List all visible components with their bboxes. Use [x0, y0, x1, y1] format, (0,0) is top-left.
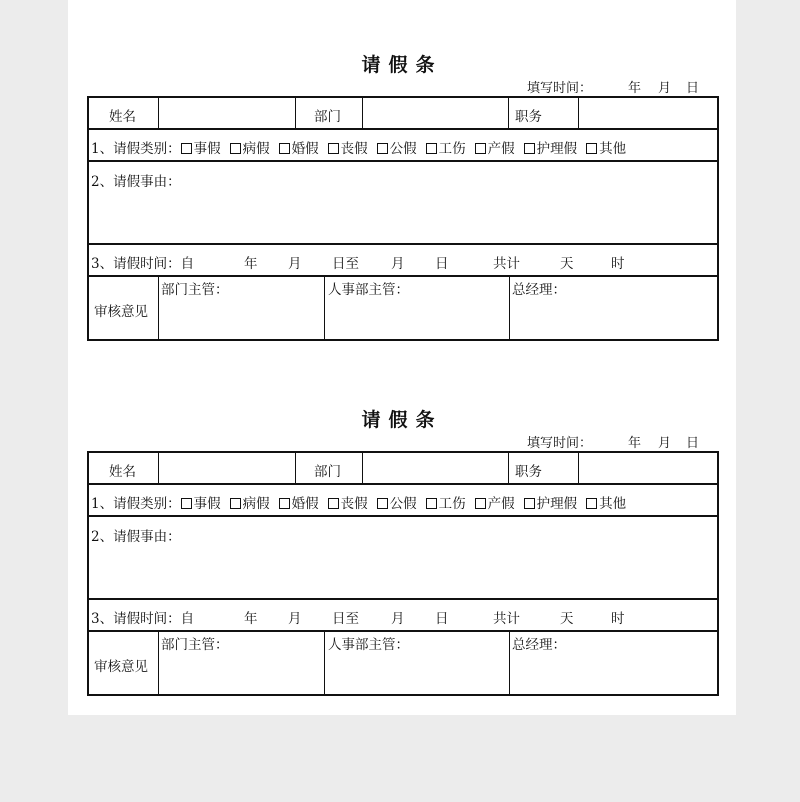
category-row	[91, 492, 635, 512]
leave-form	[68, 0, 736, 345]
divider	[324, 631, 325, 696]
divider	[295, 453, 296, 483]
divider	[295, 98, 296, 128]
category-label: 1、请假类别：	[91, 141, 181, 157]
leave-table	[87, 451, 719, 696]
checkbox-icon[interactable]	[279, 498, 290, 509]
time-day-to: 日至	[332, 256, 359, 272]
category-option-label: 病假	[242, 141, 270, 157]
fill-date-day: 日	[686, 436, 700, 451]
category-checkbox[interactable]	[475, 492, 515, 512]
leave-table	[87, 96, 719, 341]
category-option-label: 丧假	[340, 496, 368, 512]
name-label: 姓名	[109, 109, 136, 125]
category-option-label: 其他	[599, 496, 627, 512]
dept-head-label: 部门主管：	[161, 637, 229, 653]
position-field[interactable]	[580, 453, 717, 483]
checkbox-icon[interactable]	[426, 143, 437, 154]
checkbox-icon[interactable]	[181, 143, 192, 154]
divider	[89, 483, 717, 485]
divider	[89, 598, 717, 600]
category-checkbox[interactable]	[586, 137, 626, 157]
position-label: 职务	[515, 109, 542, 125]
time-total: 共计	[493, 611, 520, 627]
category-checkbox[interactable]	[475, 137, 515, 157]
divider	[362, 98, 363, 128]
time-day-end: 日	[435, 256, 449, 272]
checkbox-icon[interactable]	[586, 498, 597, 509]
category-checkbox[interactable]	[181, 492, 221, 512]
review-label: 审核意见	[94, 659, 148, 675]
checkbox-icon[interactable]	[279, 143, 290, 154]
time-total: 共计	[493, 256, 520, 272]
dept-field[interactable]	[364, 98, 507, 128]
divider	[508, 453, 509, 483]
category-option-label: 其他	[599, 141, 627, 157]
checkbox-icon[interactable]	[181, 498, 192, 509]
time-days: 天	[560, 611, 574, 627]
fill-date-month: 月	[658, 81, 672, 96]
divider	[89, 275, 717, 277]
category-checkbox[interactable]	[377, 137, 417, 157]
time-year: 年	[244, 256, 258, 272]
time-hours: 时	[611, 256, 625, 272]
category-checkbox[interactable]	[377, 492, 417, 512]
checkbox-icon[interactable]	[377, 143, 388, 154]
category-option-label: 公假	[389, 141, 417, 157]
category-checkbox[interactable]	[279, 137, 319, 157]
reason-field[interactable]	[89, 543, 717, 597]
category-checkbox[interactable]	[586, 492, 626, 512]
dept-field[interactable]	[364, 453, 507, 483]
checkbox-icon[interactable]	[426, 498, 437, 509]
reason-label: 2、请假事由：	[91, 529, 181, 545]
document-page	[68, 0, 736, 715]
divider	[578, 453, 579, 483]
time-month: 月	[288, 256, 302, 272]
category-checkbox[interactable]	[426, 492, 466, 512]
divider	[578, 98, 579, 128]
time-year: 年	[244, 611, 258, 627]
gm-label: 总经理：	[512, 637, 566, 653]
checkbox-icon[interactable]	[586, 143, 597, 154]
category-option-label: 产假	[487, 496, 515, 512]
category-options	[181, 496, 636, 512]
form-title: 请假条	[361, 409, 443, 431]
hr-head-label: 人事部主管：	[328, 637, 409, 653]
checkbox-icon[interactable]	[328, 143, 339, 154]
category-option-label: 事假	[193, 496, 221, 512]
category-option-label: 护理假	[536, 141, 578, 157]
name-field[interactable]	[160, 98, 294, 128]
time-day-end: 日	[435, 611, 449, 627]
gm-label: 总经理：	[512, 282, 566, 298]
category-option-label: 产假	[487, 141, 515, 157]
category-option-label: 婚假	[291, 141, 319, 157]
divider	[158, 276, 159, 341]
time-day-to: 日至	[332, 611, 359, 627]
category-checkbox[interactable]	[328, 137, 368, 157]
dept-label: 部门	[314, 464, 341, 480]
divider	[508, 98, 509, 128]
category-option-label: 护理假	[536, 496, 578, 512]
category-options	[181, 141, 636, 157]
fill-date-year: 年	[628, 81, 642, 96]
checkbox-icon[interactable]	[230, 498, 241, 509]
category-checkbox[interactable]	[230, 492, 270, 512]
dept-label: 部门	[314, 109, 341, 125]
category-row	[91, 137, 635, 157]
time-month-end: 月	[391, 256, 405, 272]
category-checkbox[interactable]	[426, 137, 466, 157]
category-label: 1、请假类别：	[91, 496, 181, 512]
category-checkbox[interactable]	[181, 137, 221, 157]
dept-head-label: 部门主管：	[161, 282, 229, 298]
divider	[509, 276, 510, 341]
divider	[89, 243, 717, 245]
checkbox-icon[interactable]	[328, 498, 339, 509]
category-checkbox[interactable]	[230, 137, 270, 157]
category-checkbox[interactable]	[524, 492, 578, 512]
checkbox-icon[interactable]	[524, 143, 535, 154]
category-option-label: 公假	[389, 496, 417, 512]
divider	[158, 453, 159, 483]
review-label: 审核意见	[94, 304, 148, 320]
time-label: 3、请假时间：自	[91, 256, 195, 272]
name-field[interactable]	[160, 453, 294, 483]
category-option-label: 工伤	[438, 496, 466, 512]
checkbox-icon[interactable]	[475, 143, 486, 154]
position-field[interactable]	[580, 98, 717, 128]
divider	[89, 630, 717, 632]
category-option-label: 婚假	[291, 496, 319, 512]
time-month: 月	[288, 611, 302, 627]
divider	[158, 98, 159, 128]
reason-field[interactable]	[89, 188, 717, 242]
category-checkbox[interactable]	[524, 137, 578, 157]
fill-date-label: 填写时间：	[527, 81, 593, 96]
category-checkbox[interactable]	[328, 492, 368, 512]
fill-date-label: 填写时间：	[527, 436, 593, 451]
reason-label: 2、请假事由：	[91, 174, 181, 190]
time-hours: 时	[611, 611, 625, 627]
hr-head-label: 人事部主管：	[328, 282, 409, 298]
divider	[158, 631, 159, 696]
category-option-label: 丧假	[340, 141, 368, 157]
divider	[362, 453, 363, 483]
divider	[324, 276, 325, 341]
time-label: 3、请假时间：自	[91, 611, 195, 627]
checkbox-icon[interactable]	[475, 498, 486, 509]
leave-form	[68, 355, 736, 700]
name-label: 姓名	[109, 464, 136, 480]
time-month-end: 月	[391, 611, 405, 627]
form-title: 请假条	[361, 54, 443, 76]
divider	[509, 631, 510, 696]
divider	[89, 515, 717, 517]
category-option-label: 病假	[242, 496, 270, 512]
position-label: 职务	[515, 464, 542, 480]
fill-date-day: 日	[686, 81, 700, 96]
divider	[89, 160, 717, 162]
category-checkbox[interactable]	[279, 492, 319, 512]
fill-date-month: 月	[658, 436, 672, 451]
time-days: 天	[560, 256, 574, 272]
divider	[89, 128, 717, 130]
checkbox-icon[interactable]	[377, 498, 388, 509]
checkbox-icon[interactable]	[230, 143, 241, 154]
category-option-label: 工伤	[438, 141, 466, 157]
checkbox-icon[interactable]	[524, 498, 535, 509]
fill-date-year: 年	[628, 436, 642, 451]
category-option-label: 事假	[193, 141, 221, 157]
